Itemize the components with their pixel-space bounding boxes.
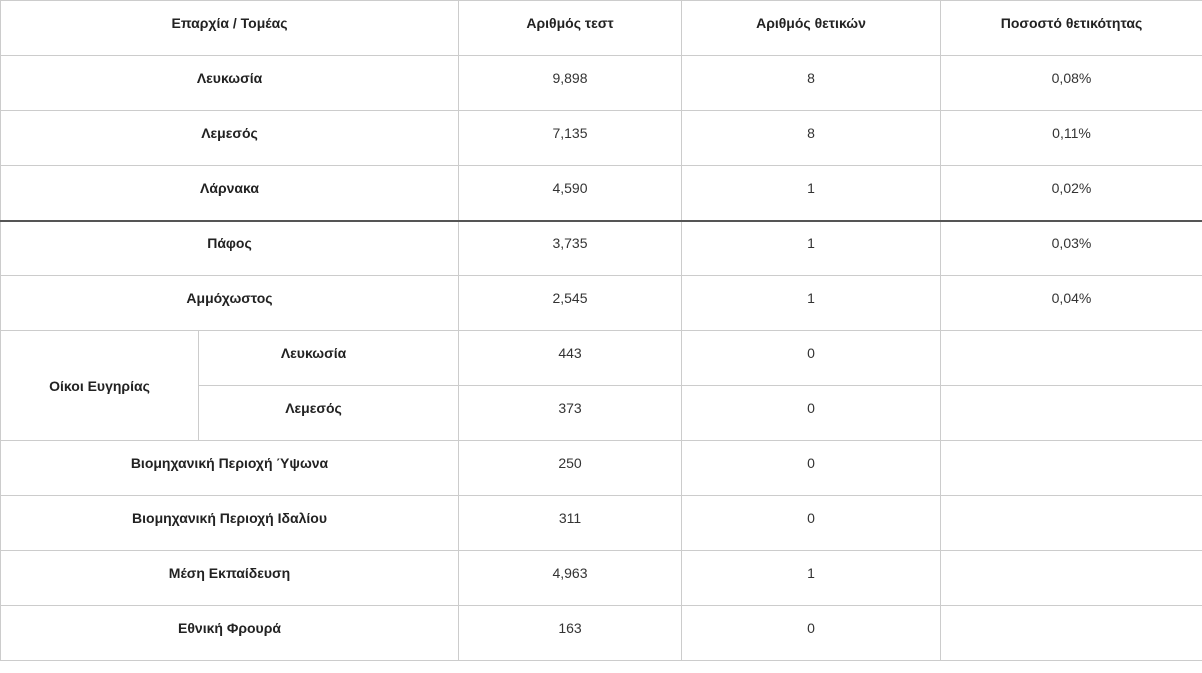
row-positives: 0 bbox=[682, 386, 941, 441]
row-label: Βιομηχανική Περιοχή Ύψωνα bbox=[1, 441, 459, 496]
row-tests: 373 bbox=[459, 386, 682, 441]
table-row bbox=[1, 551, 1202, 606]
table-row bbox=[1, 276, 1202, 331]
table-row bbox=[1, 606, 1202, 661]
row-tests: 2,545 bbox=[459, 276, 682, 331]
row-positives: 8 bbox=[682, 56, 941, 111]
header-region: Επαρχία / Τομέας bbox=[1, 1, 459, 56]
row-positives: 1 bbox=[682, 276, 941, 331]
row-positives: 0 bbox=[682, 441, 941, 496]
row-rate bbox=[941, 551, 1202, 606]
row-tests: 250 bbox=[459, 441, 682, 496]
care-homes-label: Οίκοι Ευγηρίας bbox=[1, 331, 199, 441]
table-row bbox=[1, 111, 1202, 166]
row-tests: 4,963 bbox=[459, 551, 682, 606]
row-label: Βιομηχανική Περιοχή Ιδαλίου bbox=[1, 496, 459, 551]
table-row bbox=[1, 441, 1202, 496]
row-positives: 8 bbox=[682, 111, 941, 166]
row-rate: 0,03% bbox=[941, 221, 1202, 276]
header-rate: Ποσοστό θετικότητας bbox=[941, 1, 1202, 56]
row-rate bbox=[941, 606, 1202, 661]
row-rate: 0,11% bbox=[941, 111, 1202, 166]
table-row bbox=[1, 496, 1202, 551]
row-label: Πάφος bbox=[1, 221, 459, 276]
row-label: Μέση Εκπαίδευση bbox=[1, 551, 459, 606]
table-row bbox=[1, 221, 1202, 276]
row-rate: 0,04% bbox=[941, 276, 1202, 331]
row-positives: 0 bbox=[682, 606, 941, 661]
row-positives: 0 bbox=[682, 496, 941, 551]
row-rate: 0,08% bbox=[941, 56, 1202, 111]
row-tests: 163 bbox=[459, 606, 682, 661]
row-rate bbox=[941, 441, 1202, 496]
row-label: Λεμεσός bbox=[1, 111, 459, 166]
row-label: Εθνική Φρουρά bbox=[1, 606, 459, 661]
row-tests: 311 bbox=[459, 496, 682, 551]
row-label: Λευκωσία bbox=[1, 56, 459, 111]
row-label: Λάρνακα bbox=[1, 166, 459, 221]
header-row bbox=[1, 1, 1202, 56]
header-positives: Αριθμός θετικών bbox=[682, 1, 941, 56]
row-positives: 1 bbox=[682, 166, 941, 221]
row-tests: 4,590 bbox=[459, 166, 682, 221]
row-sublabel: Λευκωσία bbox=[199, 331, 459, 386]
row-tests: 3,735 bbox=[459, 221, 682, 276]
row-positives: 1 bbox=[682, 551, 941, 606]
row-tests: 9,898 bbox=[459, 56, 682, 111]
row-rate bbox=[941, 331, 1202, 386]
row-positives: 0 bbox=[682, 331, 941, 386]
row-positives: 1 bbox=[682, 221, 941, 276]
table-row bbox=[1, 166, 1202, 221]
row-tests: 7,135 bbox=[459, 111, 682, 166]
row-rate bbox=[941, 496, 1202, 551]
table-row bbox=[1, 331, 1202, 386]
row-label: Αμμόχωστος bbox=[1, 276, 459, 331]
row-tests: 443 bbox=[459, 331, 682, 386]
row-rate: 0,02% bbox=[941, 166, 1202, 221]
header-tests: Αριθμός τεστ bbox=[459, 1, 682, 56]
row-rate bbox=[941, 386, 1202, 441]
row-sublabel: Λεμεσός bbox=[199, 386, 459, 441]
table-row bbox=[1, 56, 1202, 111]
